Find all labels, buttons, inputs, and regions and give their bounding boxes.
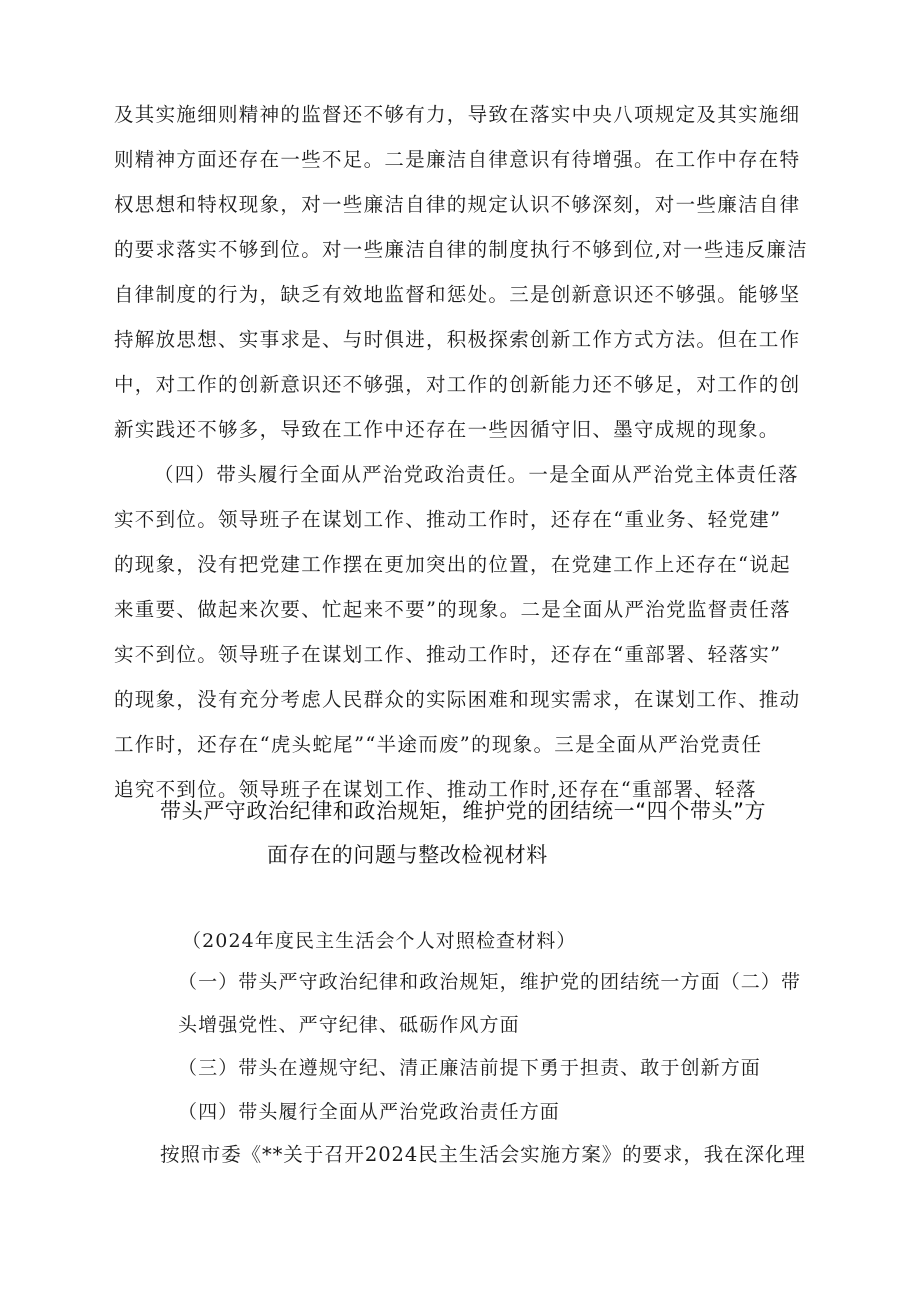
outline-item: （一）带头严守政治纪律和政治规矩，维护党的团结统一方面（二）带 (178, 971, 802, 993)
outline-item: （四）带头履行全面从严治党政治责任方面 (178, 1101, 560, 1123)
title-line-1: 带头严守政治纪律和政治规矩，维护党的团结统一“四个带头”方 (160, 799, 767, 823)
paragraph-line: 持解放思想、实事求是、与时俱进，积极探索创新工作方式方法。但在工作 (114, 328, 801, 351)
paragraph-line: 实不到位。领导班子在谋划工作、推动工作时，还存在“重部署、轻落实” (114, 643, 782, 666)
paragraph-line: 新实践还不够多，导致在工作中还存在一些因循守旧、墨守成规的现象。 (114, 418, 780, 441)
paragraph-line: 的现象，没有把党建工作摆在更加突出的位置，在党建工作上还存在“说起 (114, 553, 791, 576)
paragraph-line: 自律制度的行为，缺乏有效地监督和惩处。三是创新意识还不够强。能够坚 (114, 283, 801, 306)
paragraph-line: 来重要、做起来次要、忙起来不要”的现象。二是全面从严治党监督责任落 (114, 598, 791, 621)
paragraph-line: （四）带头履行全面从严治党政治责任。一是全面从严治党主体责任落 (154, 463, 799, 486)
outline-item: （三）带头在遵规守纪、清正廉洁前提下勇于担责、敢于创新方面 (178, 1057, 761, 1079)
paragraph-line: 权思想和特权现象，对一些廉洁自律的规定认识不够深刻，对一些廉洁自律 (114, 193, 801, 216)
paragraph-line: 追究不到位。领导班子在谋划工作、推动工作时,还存在“重部署、轻落 (114, 778, 757, 801)
paragraph-line: 的要求落实不够到位。对一些廉洁自律的制度执行不够到位,对一些违反廉洁 (114, 238, 808, 261)
paragraph-line: 则精神方面还存在一些不足。二是廉洁自律意识有待增强。在工作中存在特 (114, 148, 801, 171)
paragraph-line: 工作时，还存在“虎头蛇尾”“半途而废”的现象。三是全面从严治党责任 (114, 733, 763, 756)
paragraph-line: 中，对工作的创新意识还不够强，对工作的创新能力还不够足，对工作的创 (114, 373, 801, 396)
outline-item: 头增强党性、严守纪律、砥砺作风方面 (178, 1014, 520, 1036)
paragraph-line: 及其实施细则精神的监督还不够有力，导致在落实中央八项规定及其实施细 (114, 103, 801, 126)
intro-paragraph-line: 按照市委《**关于召开2024民主生活会实施方案》的要求，我在深化理 (160, 1143, 806, 1166)
paragraph-line: 实不到位。领导班子在谋划工作、推动工作时，还存在“重业务、轻党建” (114, 508, 782, 531)
subtitle: （2024年度民主生活会个人对照检查材料） (182, 930, 577, 952)
title-line-2: 面存在的问题与整改检视材料 (267, 843, 548, 867)
paragraph-line: 的现象，没有充分考虑人民群众的实际困难和现实需求，在谋划工作、推动 (114, 688, 801, 711)
